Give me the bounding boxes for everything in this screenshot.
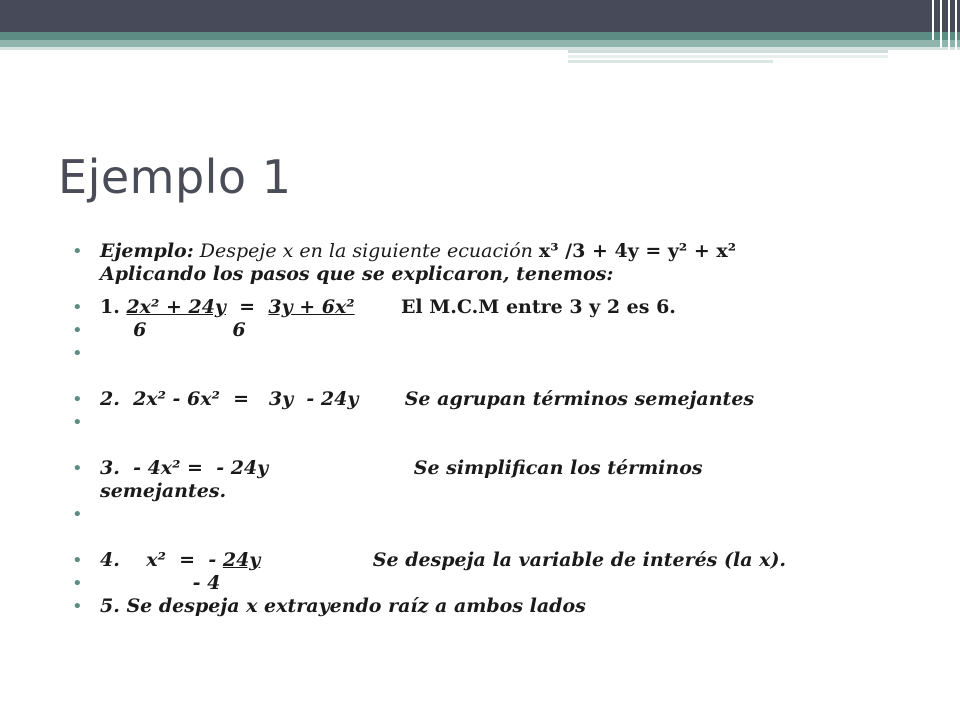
equation-rhs: 3y + 6x² <box>268 296 355 318</box>
bullet-list <box>72 240 932 618</box>
equation-rhs: 24y <box>222 549 261 571</box>
bullet-item <box>72 388 932 411</box>
example-equation: x³ /3 + 4y = y² + x² <box>538 240 737 262</box>
example-line2: Aplicando los pasos que se explicaron, tenemos: <box>100 263 614 285</box>
bullet-item <box>72 342 932 365</box>
step-equation: 2. 2x² - 6x² = 3y - 24y <box>100 388 359 410</box>
accent-band <box>0 32 960 40</box>
step-equation: 3. - 4x² = - 24y <box>100 457 269 479</box>
bullet-item <box>72 549 932 572</box>
bullet-item <box>72 411 932 434</box>
example-text: Despeje x en la siguiente ecuación <box>193 240 539 262</box>
decor-stripe <box>568 55 888 58</box>
decor-stripe <box>568 60 773 63</box>
bullet-item <box>72 572 932 595</box>
header-bar <box>0 0 960 32</box>
accent-band-light <box>0 40 960 47</box>
decor-line <box>955 0 957 64</box>
step-note-line2: semejantes. <box>100 480 227 502</box>
denominator: - 4 <box>192 572 221 594</box>
bullet-item <box>72 296 932 319</box>
bullet-item <box>72 503 932 526</box>
decor-line <box>940 0 942 48</box>
example-label: Ejemplo: <box>100 240 194 262</box>
step-equation: 4. x² = - <box>100 549 217 571</box>
equals-sign: = <box>225 296 269 318</box>
slide-title: Ejemplo 1 <box>58 150 292 204</box>
step-note: Se simplifican los términos <box>413 457 703 479</box>
decor-stripe <box>568 50 888 53</box>
denominator-1: 6 <box>133 319 147 341</box>
bullet-item <box>72 240 932 286</box>
bullet-item <box>72 595 932 618</box>
step-number: 1. <box>100 296 127 318</box>
step-note: El M.C.M entre 3 y 2 es 6. <box>400 296 676 318</box>
decor-line <box>932 0 934 40</box>
decor-line <box>948 0 950 56</box>
denominator-2: 6 <box>232 319 246 341</box>
step-note: Se agrupan términos semejantes <box>404 388 755 410</box>
step-note: Se despeja la variable de interés (la x). <box>372 549 787 571</box>
step-text: 5. Se despeja x extrayendo raíz a ambos lados <box>100 595 586 617</box>
bullet-item <box>72 319 932 342</box>
equation-lhs: 2x² + 24y <box>126 296 226 318</box>
bullet-item <box>72 457 932 503</box>
